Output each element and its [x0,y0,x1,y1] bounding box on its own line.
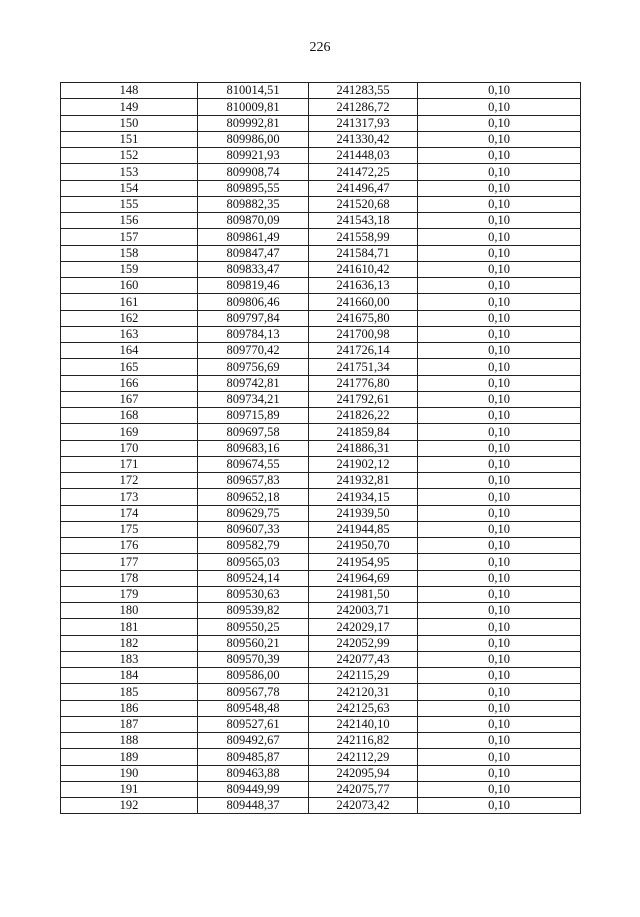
y-coordinate-cell: 241751,34 [309,359,418,375]
accuracy-cell: 0,10 [418,651,581,667]
y-coordinate-cell: 241584,71 [309,245,418,261]
x-coordinate-cell: 809921,93 [198,148,309,164]
accuracy-cell: 0,10 [418,213,581,229]
y-coordinate-cell: 241954,95 [309,554,418,570]
x-coordinate-cell: 809882,35 [198,196,309,212]
y-coordinate-cell: 241700,98 [309,326,418,342]
accuracy-cell: 0,10 [418,83,581,99]
point-number-cell: 178 [61,570,198,586]
accuracy-cell: 0,10 [418,489,581,505]
point-number-cell: 165 [61,359,198,375]
point-number-cell: 184 [61,668,198,684]
table-row [61,213,581,229]
table-row [61,489,581,505]
table-row [61,359,581,375]
y-coordinate-cell: 241726,14 [309,343,418,359]
table-row [61,651,581,667]
accuracy-cell: 0,10 [418,375,581,391]
point-number-cell: 185 [61,684,198,700]
x-coordinate-cell: 809861,49 [198,229,309,245]
point-number-cell: 157 [61,229,198,245]
accuracy-cell: 0,10 [418,473,581,489]
y-coordinate-cell: 241317,93 [309,115,418,131]
y-coordinate-cell: 242077,43 [309,651,418,667]
table-row [61,619,581,635]
y-coordinate-cell: 241981,50 [309,586,418,602]
table-row [61,733,581,749]
point-number-cell: 167 [61,391,198,407]
table-row [61,326,581,342]
x-coordinate-cell: 809734,21 [198,391,309,407]
x-coordinate-cell: 809570,39 [198,651,309,667]
point-number-cell: 166 [61,375,198,391]
x-coordinate-cell: 809463,88 [198,765,309,781]
x-coordinate-cell: 809770,42 [198,343,309,359]
point-number-cell: 161 [61,294,198,310]
x-coordinate-cell: 809448,37 [198,798,309,814]
point-number-cell: 173 [61,489,198,505]
point-number-cell: 190 [61,765,198,781]
point-number-cell: 168 [61,408,198,424]
accuracy-cell: 0,10 [418,326,581,342]
x-coordinate-cell: 809565,03 [198,554,309,570]
accuracy-cell: 0,10 [418,668,581,684]
coordinates-table [60,82,581,814]
point-number-cell: 171 [61,456,198,472]
accuracy-cell: 0,10 [418,603,581,619]
x-coordinate-cell: 809657,83 [198,473,309,489]
accuracy-cell: 0,10 [418,505,581,521]
table-row [61,521,581,537]
point-number-cell: 154 [61,180,198,196]
table-row [61,115,581,131]
y-coordinate-cell: 242075,77 [309,781,418,797]
y-coordinate-cell: 241558,99 [309,229,418,245]
x-coordinate-cell: 809524,14 [198,570,309,586]
x-coordinate-cell: 809819,46 [198,278,309,294]
point-number-cell: 155 [61,196,198,212]
x-coordinate-cell: 809986,00 [198,131,309,147]
point-number-cell: 162 [61,310,198,326]
point-number-cell: 172 [61,473,198,489]
y-coordinate-cell: 242052,99 [309,635,418,651]
table-row [61,261,581,277]
x-coordinate-cell: 809548,48 [198,700,309,716]
y-coordinate-cell: 241902,12 [309,456,418,472]
point-number-cell: 170 [61,440,198,456]
x-coordinate-cell: 809784,13 [198,326,309,342]
table-row [61,684,581,700]
accuracy-cell: 0,10 [418,635,581,651]
accuracy-cell: 0,10 [418,765,581,781]
table-row [61,343,581,359]
accuracy-cell: 0,10 [418,261,581,277]
accuracy-cell: 0,10 [418,359,581,375]
x-coordinate-cell: 809550,25 [198,619,309,635]
y-coordinate-cell: 241859,84 [309,424,418,440]
point-number-cell: 152 [61,148,198,164]
table-row [61,196,581,212]
accuracy-cell: 0,10 [418,798,581,814]
x-coordinate-cell: 809652,18 [198,489,309,505]
point-number-cell: 179 [61,586,198,602]
point-number-cell: 180 [61,603,198,619]
x-coordinate-cell: 809530,63 [198,586,309,602]
y-coordinate-cell: 241939,50 [309,505,418,521]
x-coordinate-cell: 809895,55 [198,180,309,196]
accuracy-cell: 0,10 [418,456,581,472]
table-row [61,716,581,732]
accuracy-cell: 0,10 [418,700,581,716]
table-row [61,603,581,619]
y-coordinate-cell: 241950,70 [309,538,418,554]
table-row [61,554,581,570]
x-coordinate-cell: 809806,46 [198,294,309,310]
point-number-cell: 149 [61,99,198,115]
y-coordinate-cell: 241934,15 [309,489,418,505]
table-row [61,424,581,440]
accuracy-cell: 0,10 [418,684,581,700]
y-coordinate-cell: 242140,10 [309,716,418,732]
point-number-cell: 189 [61,749,198,765]
y-coordinate-cell: 241286,72 [309,99,418,115]
point-number-cell: 151 [61,131,198,147]
y-coordinate-cell: 241776,80 [309,375,418,391]
x-coordinate-cell: 809847,47 [198,245,309,261]
point-number-cell: 191 [61,781,198,797]
accuracy-cell: 0,10 [418,521,581,537]
x-coordinate-cell: 809567,78 [198,684,309,700]
y-coordinate-cell: 241826,22 [309,408,418,424]
x-coordinate-cell: 809539,82 [198,603,309,619]
point-number-cell: 150 [61,115,198,131]
x-coordinate-cell: 809992,81 [198,115,309,131]
y-coordinate-cell: 241964,69 [309,570,418,586]
y-coordinate-cell: 241610,42 [309,261,418,277]
point-number-cell: 158 [61,245,198,261]
x-coordinate-cell: 809715,89 [198,408,309,424]
point-number-cell: 160 [61,278,198,294]
accuracy-cell: 0,10 [418,619,581,635]
y-coordinate-cell: 241932,81 [309,473,418,489]
table-row [61,440,581,456]
table-row [61,700,581,716]
table-row [61,765,581,781]
y-coordinate-cell: 241543,18 [309,213,418,229]
y-coordinate-cell: 241944,85 [309,521,418,537]
y-coordinate-cell: 242115,29 [309,668,418,684]
accuracy-cell: 0,10 [418,245,581,261]
y-coordinate-cell: 241496,47 [309,180,418,196]
accuracy-cell: 0,10 [418,278,581,294]
table-row [61,391,581,407]
x-coordinate-cell: 809833,47 [198,261,309,277]
point-number-cell: 148 [61,83,198,99]
accuracy-cell: 0,10 [418,229,581,245]
point-number-cell: 182 [61,635,198,651]
accuracy-cell: 0,10 [418,115,581,131]
table-row [61,505,581,521]
table-row [61,408,581,424]
accuracy-cell: 0,10 [418,440,581,456]
table-row [61,131,581,147]
x-coordinate-cell: 809586,00 [198,668,309,684]
y-coordinate-cell: 242116,82 [309,733,418,749]
point-number-cell: 187 [61,716,198,732]
point-number-cell: 177 [61,554,198,570]
table-row [61,538,581,554]
y-coordinate-cell: 241675,80 [309,310,418,326]
point-number-cell: 188 [61,733,198,749]
accuracy-cell: 0,10 [418,733,581,749]
accuracy-cell: 0,10 [418,196,581,212]
table-row [61,278,581,294]
accuracy-cell: 0,10 [418,391,581,407]
y-coordinate-cell: 241283,55 [309,83,418,99]
x-coordinate-cell: 809582,79 [198,538,309,554]
table-row [61,310,581,326]
x-coordinate-cell: 809683,16 [198,440,309,456]
table-row [61,83,581,99]
table-row [61,781,581,797]
accuracy-cell: 0,10 [418,343,581,359]
accuracy-cell: 0,10 [418,538,581,554]
point-number-cell: 192 [61,798,198,814]
x-coordinate-cell: 809485,87 [198,749,309,765]
accuracy-cell: 0,10 [418,164,581,180]
x-coordinate-cell: 809527,61 [198,716,309,732]
accuracy-cell: 0,10 [418,310,581,326]
accuracy-cell: 0,10 [418,131,581,147]
table-row [61,749,581,765]
table-row [61,586,581,602]
table-row [61,294,581,310]
x-coordinate-cell: 809742,81 [198,375,309,391]
point-number-cell: 159 [61,261,198,277]
accuracy-cell: 0,10 [418,180,581,196]
accuracy-cell: 0,10 [418,554,581,570]
x-coordinate-cell: 809560,21 [198,635,309,651]
x-coordinate-cell: 809797,84 [198,310,309,326]
y-coordinate-cell: 241886,31 [309,440,418,456]
y-coordinate-cell: 242095,94 [309,765,418,781]
point-number-cell: 174 [61,505,198,521]
accuracy-cell: 0,10 [418,99,581,115]
table-row [61,148,581,164]
point-number-cell: 175 [61,521,198,537]
x-coordinate-cell: 809908,74 [198,164,309,180]
x-coordinate-cell: 810009,81 [198,99,309,115]
table-row [61,375,581,391]
point-number-cell: 183 [61,651,198,667]
point-number-cell: 163 [61,326,198,342]
table-row [61,798,581,814]
x-coordinate-cell: 809870,09 [198,213,309,229]
x-coordinate-cell: 809674,55 [198,456,309,472]
y-coordinate-cell: 242029,17 [309,619,418,635]
y-coordinate-cell: 242073,42 [309,798,418,814]
accuracy-cell: 0,10 [418,148,581,164]
point-number-cell: 164 [61,343,198,359]
table-row [61,245,581,261]
x-coordinate-cell: 809449,99 [198,781,309,797]
accuracy-cell: 0,10 [418,716,581,732]
table-row [61,570,581,586]
table-row [61,164,581,180]
point-number-cell: 186 [61,700,198,716]
accuracy-cell: 0,10 [418,749,581,765]
accuracy-cell: 0,10 [418,408,581,424]
x-coordinate-cell: 809697,58 [198,424,309,440]
point-number-cell: 156 [61,213,198,229]
table-row [61,229,581,245]
accuracy-cell: 0,10 [418,781,581,797]
y-coordinate-cell: 241330,42 [309,131,418,147]
y-coordinate-cell: 241792,61 [309,391,418,407]
page-number: 226 [309,40,331,55]
accuracy-cell: 0,10 [418,424,581,440]
y-coordinate-cell: 242120,31 [309,684,418,700]
table-row [61,668,581,684]
accuracy-cell: 0,10 [418,294,581,310]
x-coordinate-cell: 809756,69 [198,359,309,375]
accuracy-cell: 0,10 [418,570,581,586]
table-row [61,99,581,115]
point-number-cell: 153 [61,164,198,180]
x-coordinate-cell: 810014,51 [198,83,309,99]
accuracy-cell: 0,10 [418,586,581,602]
point-number-cell: 181 [61,619,198,635]
y-coordinate-cell: 241636,13 [309,278,418,294]
table-row [61,456,581,472]
table-row [61,473,581,489]
y-coordinate-cell: 242125,63 [309,700,418,716]
y-coordinate-cell: 241520,68 [309,196,418,212]
y-coordinate-cell: 241660,00 [309,294,418,310]
x-coordinate-cell: 809629,75 [198,505,309,521]
point-number-cell: 176 [61,538,198,554]
point-number-cell: 169 [61,424,198,440]
y-coordinate-cell: 242003,71 [309,603,418,619]
y-coordinate-cell: 242112,29 [309,749,418,765]
x-coordinate-cell: 809492,67 [198,733,309,749]
y-coordinate-cell: 241472,25 [309,164,418,180]
table-row [61,180,581,196]
x-coordinate-cell: 809607,33 [198,521,309,537]
y-coordinate-cell: 241448,03 [309,148,418,164]
table-row [61,635,581,651]
